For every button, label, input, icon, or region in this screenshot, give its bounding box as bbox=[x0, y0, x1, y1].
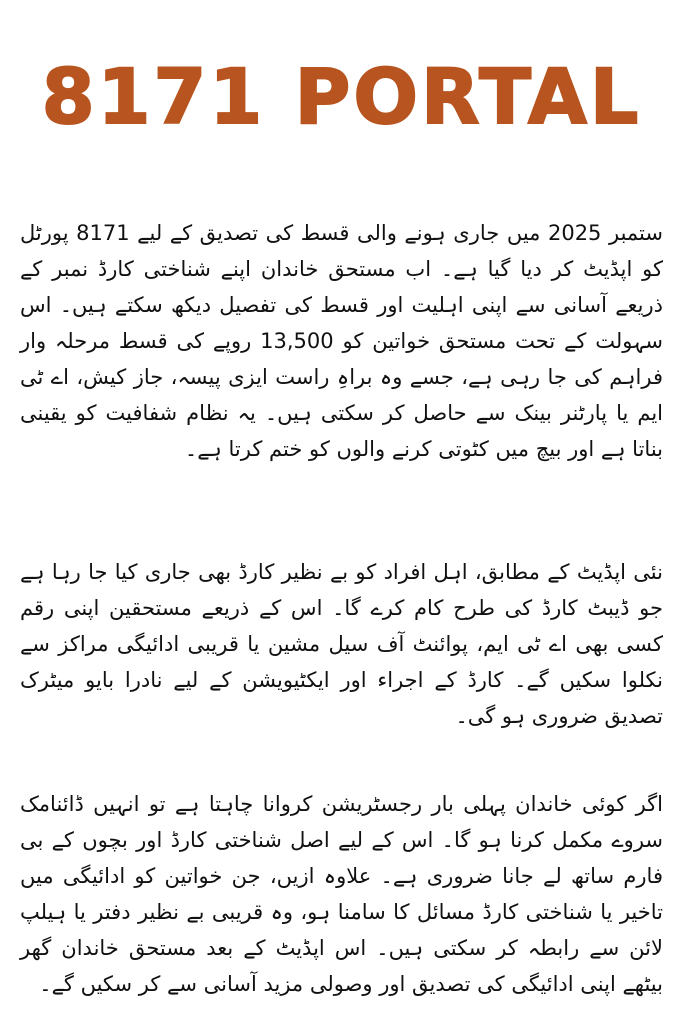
article-paragraph-1: ستمبر 2025 میں جاری ہونے والی قسط کی تصدیق کے لیے 8171 پورٹل کو اپڈیٹ کر دیا گیا ہے۔ اب مستحق خاندان اپنے شناختی کارڈ نمبر کے ذریعے آسانی سے اپنی اہلیت اور قسط کی تفصیل دیکھ سکتے ہیں۔ اس سہولت کے تحت مستحق خواتین کو 13,500 روپے کی قسط مرحلہ وار فراہم کی جا رہی ہے، جسے وہ براہِ راست ایزی پیسہ، جاز کیش، اے ٹی ایم یا پارٹنر بینک سے حاصل کر سکتی ہیں۔ یہ نظام شفافیت کو یقینی بناتا ہے اور بیچ میں کٹوتی کرنے والوں کو ختم کرتا ہے۔ bbox=[20, 221, 663, 461]
article-paragraph-2: نئی اپڈیٹ کے مطابق، اہل افراد کو بے نظیر کارڈ بھی جاری کیا جا رہا ہے جو ڈیبٹ کارڈ کی طرح کام کرے گا۔ اس کے ذریعے مستحقین اپنی رقم کسی بھی اے ٹی ایم، پوائنٹ آف سیل مشین یا قریبی ادائیگی مراکز سے نکلوا سکیں گے۔ کارڈ کے اجراء اور ایکٹیویشن کے لیے نادرا بایو میٹرک تصدیق ضروری ہو گی۔ bbox=[20, 560, 663, 728]
page-title: 8171 PORTAL bbox=[41, 52, 642, 141]
article-paragraph-3: اگر کوئی خاندان پہلی بار رجسٹریشن کروانا چاہتا ہے تو انہیں ڈائنامک سروے مکمل کرنا ہو گا۔ اس کے لیے اصل شناختی کارڈ اور بچوں کے بی فارم ساتھ لے جانا ضروری ہے۔ علاوہ ازیں، جن خواتین کو ادائیگی میں تاخیر یا شناختی کارڈ مسائل کا سامنا ہو، وہ قریبی بے نظیر دفتر یا ہیلپ لائن سے رابطہ کر سکتی ہیں۔ اس اپڈیٹ کے بعد مستحق خاندان گھر بیٹھے اپنی ادائیگی کی تصدیق اور وصولی مزید آسانی سے کر سکیں گے۔ bbox=[20, 792, 663, 996]
